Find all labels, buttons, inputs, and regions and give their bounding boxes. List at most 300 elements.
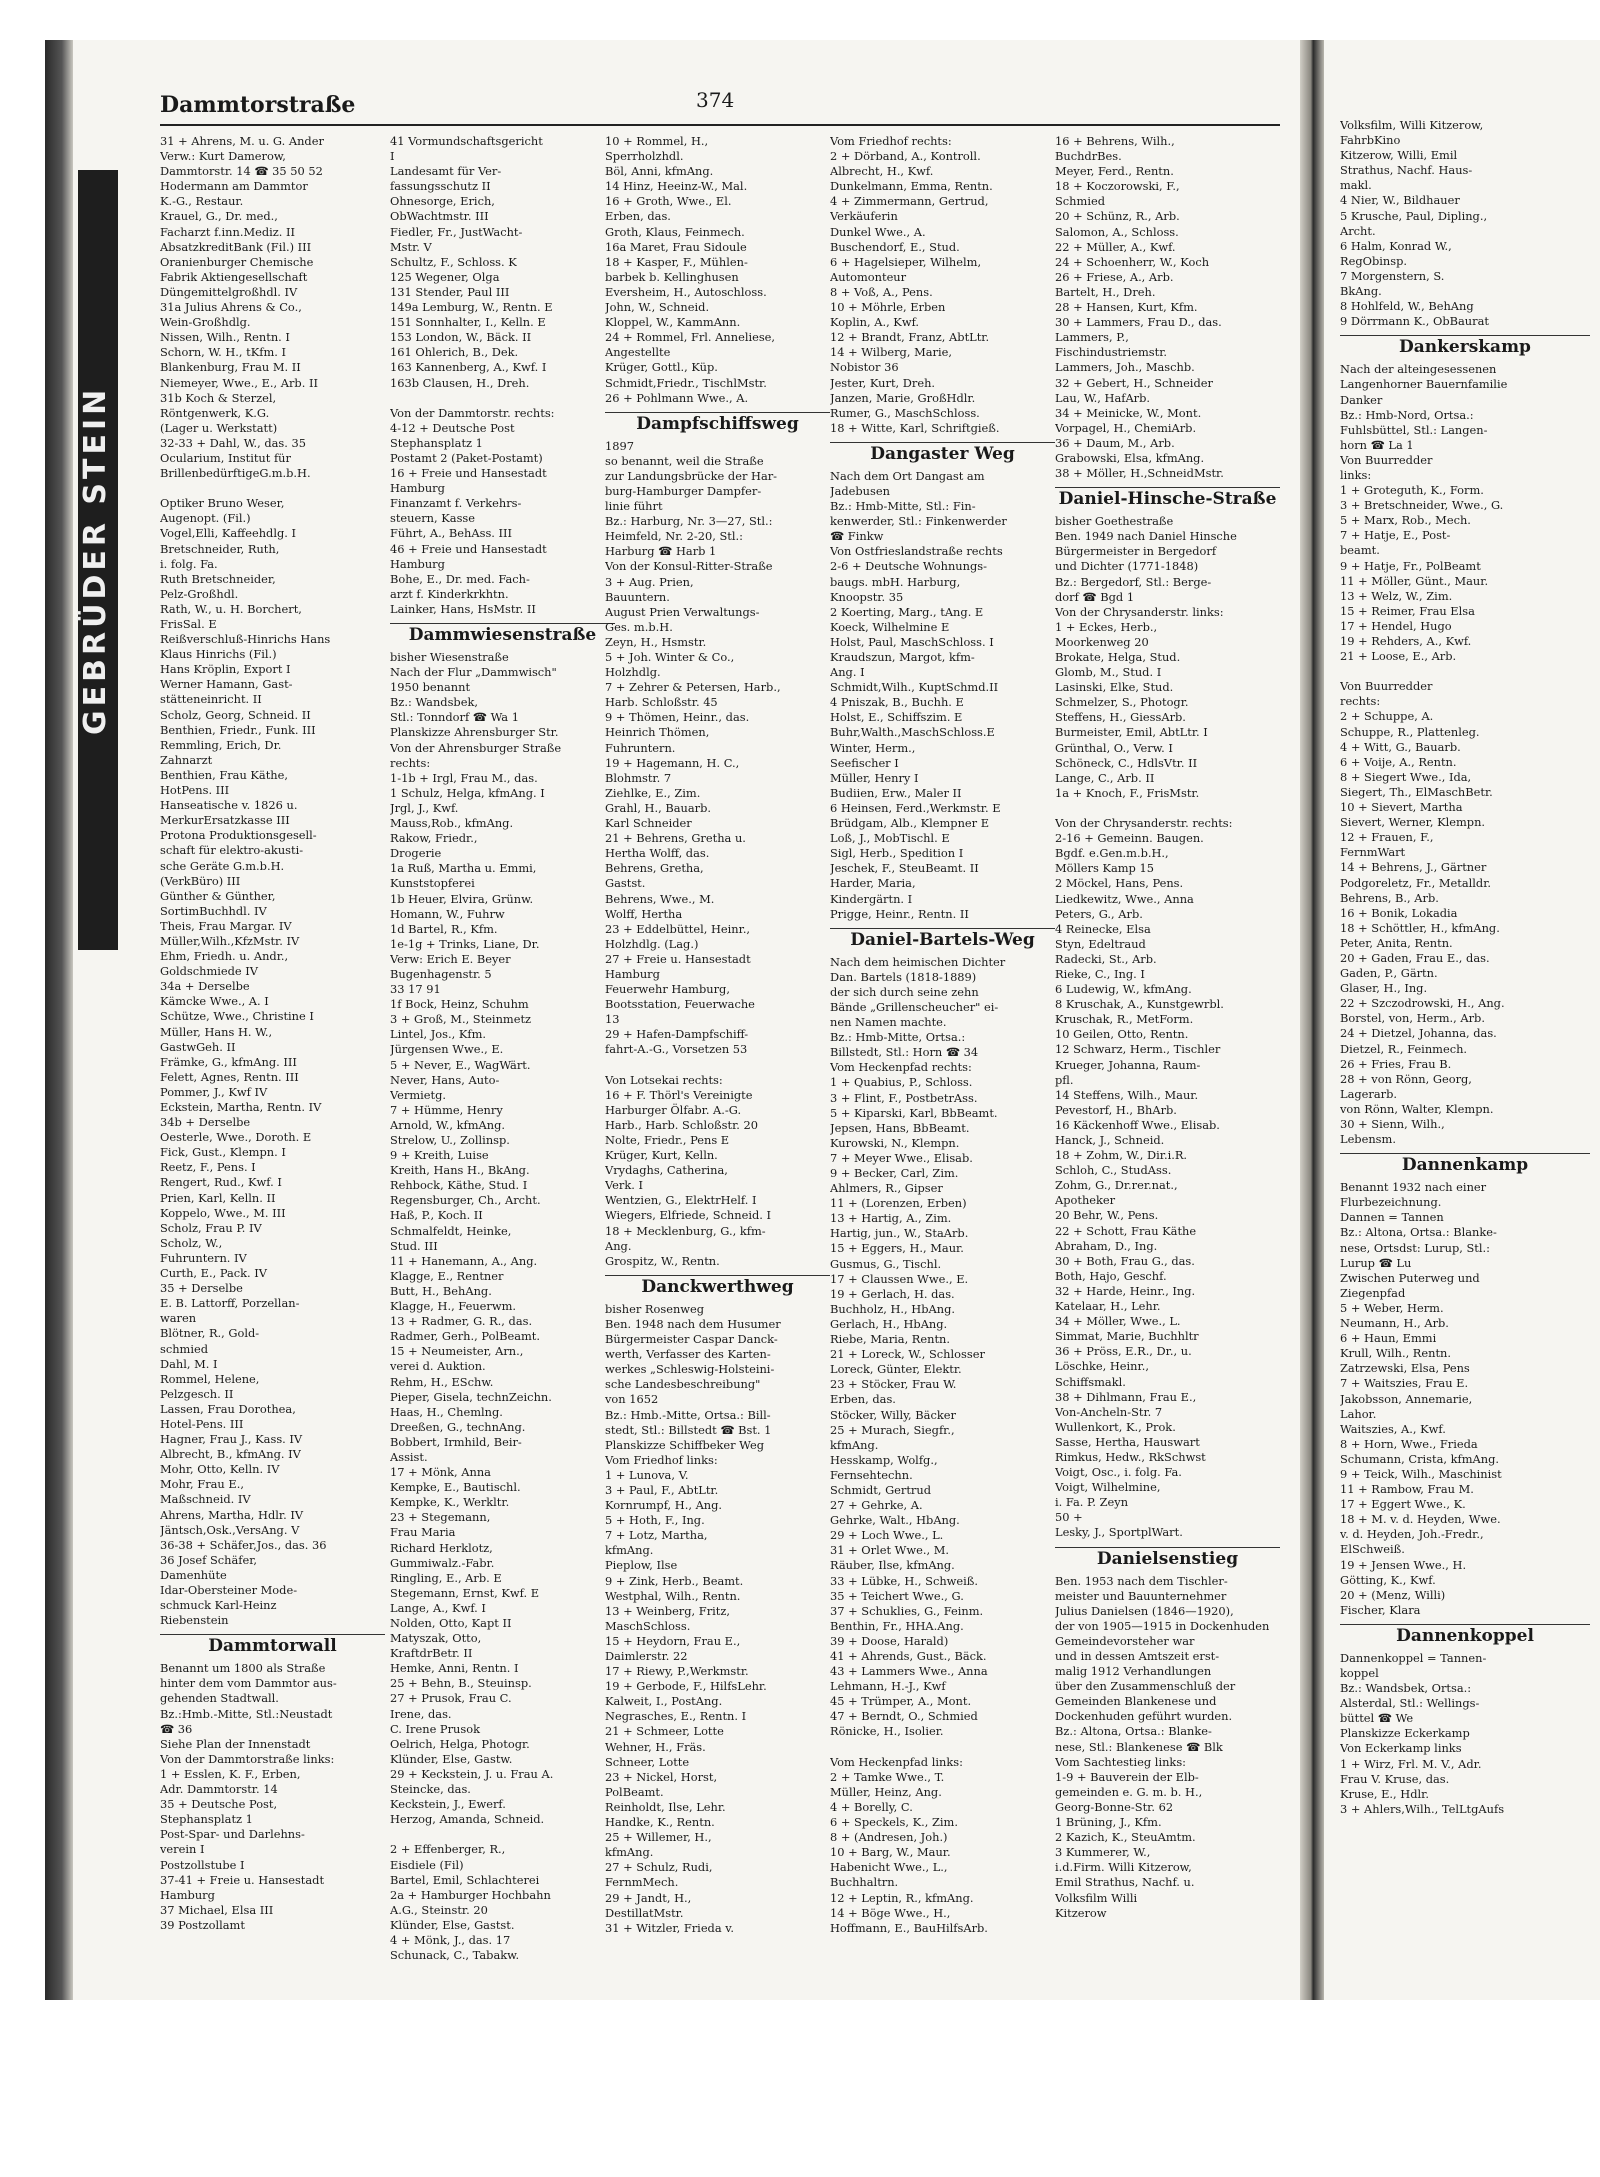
column-1 bbox=[160, 134, 385, 1933]
entry-line: Moorkenweg 20 bbox=[1055, 634, 1149, 649]
entry-line: Felett, Agnes, Rentn. III bbox=[160, 1069, 299, 1084]
entry-line: Klünder, Else, Gastw. bbox=[390, 1751, 513, 1766]
entry-line: Abraham, D., Ing. bbox=[1055, 1238, 1158, 1253]
entry-line: Mohr, Frau E., bbox=[160, 1477, 244, 1492]
entry-line: PolBeamt. bbox=[605, 1784, 664, 1799]
entry-line: Hesskamp, Wolfg., bbox=[830, 1452, 938, 1467]
entry-line: 23 + Stöcker, Frau W. bbox=[830, 1377, 957, 1392]
entry-line: Bz.: Hmb-Mitte, Ortsa.: bbox=[830, 1030, 966, 1045]
entry-line: Führt, A., BehAss. III bbox=[390, 526, 513, 541]
entry-line: 2 + Tamke Wwe., T. bbox=[830, 1769, 945, 1784]
entry-line: 22 + Müller, A., Kwf. bbox=[1055, 239, 1176, 254]
entry-line: 6 Ludewig, W., kfmAng. bbox=[1055, 982, 1192, 997]
entry-line: 13 + Weinberg, Fritz, bbox=[605, 1603, 730, 1618]
entry-line: Kalweit, I., PostAng. bbox=[605, 1694, 723, 1709]
street-heading: Dampfschiffsweg bbox=[605, 412, 830, 435]
entry-line: Bürgermeister in Bergedorf bbox=[1055, 544, 1217, 559]
entry-line: Von der Dammtorstr. rechts: bbox=[390, 405, 555, 420]
running-header-street: Dammtorstraße bbox=[160, 92, 356, 118]
entry-line: 8 + (Andresen, Joh.) bbox=[830, 1830, 948, 1845]
entry-line: schmuck Karl-Heinz bbox=[160, 1598, 277, 1613]
entry-line: 38 + Dihlmann, Frau E., bbox=[1055, 1389, 1197, 1404]
entry-line: Bootsstation, Feuerwache bbox=[605, 997, 755, 1012]
entry-line: Ang. I bbox=[830, 665, 865, 680]
entry-line: hinter dem vom Dammtor aus- bbox=[160, 1676, 337, 1691]
entry-line: Kämcke Wwe., A. I bbox=[160, 994, 269, 1009]
entry-line: Kitzerow bbox=[1055, 1905, 1107, 1920]
entry-line: Jadebusen bbox=[830, 483, 890, 498]
entry-line: sche Landesbeschreibung" bbox=[605, 1377, 761, 1392]
entry-line: 4 Pniszak, B., Buchh. E bbox=[830, 695, 964, 710]
entry-line: Ringling, E., Arb. E bbox=[390, 1570, 502, 1585]
page-gutter bbox=[1300, 40, 1324, 2000]
entry-line: Homann, W., Fuhrw bbox=[390, 906, 505, 921]
entry-line: Räuber, Ilse, kfmAng. bbox=[830, 1558, 955, 1573]
entry-line: Stegemann, Ernst, Kwf. E bbox=[390, 1585, 540, 1600]
entry-line: Butt, H., BehAng. bbox=[390, 1283, 492, 1298]
entry-line: Gemeindevorsteher war bbox=[1055, 1633, 1195, 1648]
entry-line: 31 + Witzler, Frieda v. bbox=[605, 1920, 734, 1935]
entry-line: 35 + Deutsche Post, bbox=[160, 1797, 278, 1812]
entry-line: 8 Kruschak, A., Kunstgewrbl. bbox=[1055, 997, 1224, 1012]
entry-line: Krüger, Kurt, Kelln. bbox=[605, 1148, 718, 1163]
entry-line: Grahl, H., Bauarb. bbox=[605, 800, 711, 815]
entry-line: 47 + Berndt, O., Schmied bbox=[830, 1709, 978, 1724]
entry-line: burg-Hamburger Dampfer- bbox=[605, 483, 762, 498]
entry-line: Buchhaltrn. bbox=[830, 1875, 899, 1890]
entry-line: Bz.:Hmb.-Mitte, Stl.:Neustadt bbox=[160, 1706, 333, 1721]
entry-line: gehenden Stadtwall. bbox=[160, 1691, 279, 1706]
entry-line: 31 + Ahrens, M. u. G. Ander bbox=[160, 134, 324, 148]
entry-line: 9 Dörrmann K., ObBaurat bbox=[1340, 314, 1489, 329]
entry-line: sche Geräte G.m.b.H. bbox=[160, 858, 285, 873]
entry-line: Rimkus, Hedw., RkSchwst bbox=[1055, 1449, 1206, 1464]
entry-line: Kunststopferei bbox=[390, 876, 475, 891]
entry-line: 9 + Teick, Wilh., Maschinist bbox=[1340, 1466, 1502, 1481]
entry-line: 22 + Szczodrowski, H., Ang. bbox=[1340, 996, 1505, 1011]
entry-line: i. folg. Fa. bbox=[160, 556, 218, 571]
entry-line: Sasse, Hertha, Hauswart bbox=[1055, 1434, 1200, 1449]
entry-line: SortimBuchhdl. IV bbox=[160, 903, 267, 918]
entry-line: 1d Bartel, R., Kfm. bbox=[390, 921, 498, 936]
entry-line: Schneer, Lotte bbox=[605, 1754, 690, 1769]
entry-line: Oranienburger Chemische bbox=[160, 254, 314, 269]
entry-line: C. Irene Prusok bbox=[390, 1721, 480, 1736]
entry-line: 7 + Hümme, Henry bbox=[390, 1102, 503, 1117]
entry-line: Facharzt f.inn.Mediz. II bbox=[160, 224, 296, 239]
entry-line: werkes „Schleswig-Holsteini- bbox=[605, 1362, 775, 1377]
entry-line: Keckstein, J., Ewerf. bbox=[390, 1797, 506, 1812]
entry-line: 18 + Kasper, F., Mühlen- bbox=[605, 254, 748, 269]
entry-line: 16a Maret, Frau Sidoule bbox=[605, 239, 747, 254]
entry-line: 14 Steffens, Wilh., Maur. bbox=[1055, 1087, 1199, 1102]
entry-line: Lammers, Joh., Maschb. bbox=[1055, 360, 1195, 375]
entry-line: Langenhorner Bauernfamilie bbox=[1340, 377, 1508, 392]
entry-line: Lahor. bbox=[1340, 1406, 1377, 1421]
entry-line: Benthin, Fr., HHA.Ang. bbox=[830, 1618, 964, 1633]
entry-line: 2-6 + Deutsche Wohnungs- bbox=[830, 559, 987, 574]
entry-line: (Lager u. Werkstatt) bbox=[160, 420, 278, 435]
entry-line: Damenhüte bbox=[160, 1567, 227, 1582]
entry-line: Dockenhuden geführt wurden. bbox=[1055, 1709, 1233, 1724]
entry-line: 27 + Schulz, Rudi, bbox=[605, 1860, 713, 1875]
entry-line: HotPens. III bbox=[160, 783, 230, 798]
entry-line: Neumann, H., Arb. bbox=[1340, 1316, 1449, 1331]
entry-line: 29 + Loch Wwe., L. bbox=[830, 1528, 944, 1543]
entry-line: Möllers Kamp 15 bbox=[1055, 861, 1154, 876]
entry-line: Brüdgam, Alb., Klempner E bbox=[830, 816, 990, 831]
entry-line: 20 + Schünz, R., Arb. bbox=[1055, 209, 1180, 224]
entry-line: 3 + Ahlers,Wilh., TelLtgAufs bbox=[1340, 1801, 1505, 1816]
entry-line: Feuerwehr Hamburg, bbox=[605, 982, 730, 997]
entry-line: Ahrens, Martha, Hdlr. IV bbox=[160, 1507, 304, 1522]
entry-line: Nach der alteingesessenen bbox=[1340, 362, 1497, 377]
entry-line: der von 1905—1915 in Dockenhuden bbox=[1055, 1618, 1270, 1633]
entry-line: Oesterle, Wwe., Doroth. E bbox=[160, 1130, 312, 1145]
entry-line: Bartelt, H., Dreh. bbox=[1055, 284, 1156, 299]
entry-line: Von der Chrysanderstr. links: bbox=[1055, 604, 1224, 619]
entry-line: Nobistor 36 bbox=[830, 360, 899, 375]
entry-line: 10 + Rommel, H., bbox=[605, 134, 709, 148]
entry-line: Müller, Hans H. W., bbox=[160, 1024, 273, 1039]
entry-line: 31b Koch & Sterzel, bbox=[160, 390, 277, 405]
entry-line: linie führt bbox=[605, 499, 663, 514]
entry-line: Postzollstube I bbox=[160, 1857, 245, 1872]
entry-line: Fuhruntern. bbox=[605, 740, 676, 755]
entry-line: 37 + Schuklies, G., Feinm. bbox=[830, 1603, 984, 1618]
entry-line: 17 + Claussen Wwe., E. bbox=[830, 1271, 969, 1286]
entry-line: 34 + Möller, Wwe., L. bbox=[1055, 1314, 1181, 1329]
entry-line: Schunack, C., Tabakw. bbox=[390, 1948, 520, 1963]
entry-line: MerkurErsatzkasse III bbox=[160, 813, 290, 828]
entry-line: 10 Geilen, Otto, Rentn. bbox=[1055, 1027, 1189, 1042]
entry-line: 13 + Hartig, A., Zim. bbox=[830, 1211, 952, 1226]
entry-line: Hertha Wolff, das. bbox=[605, 846, 710, 861]
side-banner: GEBRÜDER STEIN bbox=[78, 170, 118, 950]
entry-line: 18 + Zohm, W., Dir.i.R. bbox=[1055, 1148, 1188, 1163]
entry-line: DestillatMstr. bbox=[605, 1905, 684, 1920]
entry-line: malig 1912 Verhandlungen bbox=[1055, 1664, 1212, 1679]
entry-line: Ziehlke, E., Zim. bbox=[605, 785, 701, 800]
entry-line: Buchholz, H., HbAng. bbox=[830, 1301, 955, 1316]
entry-line: 25 + Behn, B., Steuinsp. bbox=[390, 1676, 532, 1691]
entry-line: Schuppe, R., Plattenleg. bbox=[1340, 724, 1480, 739]
entry-line: Vom Heckenpfad rechts: bbox=[830, 1060, 972, 1075]
entry-line: FrisSal. E bbox=[160, 617, 217, 631]
entry-line: Zatrzewski, Elsa, Pens bbox=[1340, 1361, 1470, 1376]
entry-line: Fischindustriemstr. bbox=[1055, 345, 1168, 360]
entry-line: 7 Morgenstern, S. bbox=[1340, 268, 1445, 283]
entry-line: koppel bbox=[1340, 1666, 1379, 1680]
entry-line: Krueger, Johanna, Raum- bbox=[1055, 1057, 1201, 1072]
entry-line: Vogel,Elli, Kaffeehdlg. I bbox=[160, 526, 296, 541]
entry-line: Groth, Klaus, Feinmech. bbox=[605, 224, 745, 239]
entry-line: Von der Konsul-Ritter-Straße bbox=[605, 559, 773, 574]
entry-line: Jäntsch,Osk.,VersAng. V bbox=[160, 1522, 300, 1537]
entry-line: GastwGeh. II bbox=[160, 1039, 236, 1054]
entry-line: 125 Wegener, Olga bbox=[390, 269, 500, 284]
entry-line: 30 + Sienn, Wilh., bbox=[1340, 1117, 1445, 1131]
entry-line: 6 Halm, Konrad W., bbox=[1340, 238, 1452, 253]
entry-line: Koeck, Wilhelmine E bbox=[830, 619, 950, 634]
street-heading: Dankerskamp bbox=[1340, 335, 1590, 358]
entry-line: Fiedler, Fr., JustWacht- bbox=[390, 224, 523, 239]
entry-line: Nolden, Otto, Kapt II bbox=[390, 1616, 512, 1630]
entry-line: 26 + Friese, A., Arb. bbox=[1055, 269, 1174, 284]
entry-line: 16 + Bonik, Lokadia bbox=[1340, 905, 1458, 920]
entry-line: 3 Kummerer, W., bbox=[1055, 1845, 1151, 1860]
entry-line: 161 Ohlerich, B., Dek. bbox=[390, 345, 519, 360]
entry-line: Augenopt. (Fil.) bbox=[160, 511, 251, 526]
entry-line: 1 + Quabius, P., Schloss. bbox=[830, 1075, 973, 1090]
entry-line: Bartel, Emil, Schlachterei bbox=[390, 1872, 540, 1887]
entry-line: Dahl, M. I bbox=[160, 1356, 218, 1371]
entry-line: Haß, P., Koch. II bbox=[390, 1208, 483, 1223]
entry-line: Lebensm. bbox=[1340, 1132, 1396, 1147]
entry-line bbox=[390, 391, 615, 406]
entry-line: 9 + Hatje, Fr., PolBeamt bbox=[1340, 558, 1481, 573]
entry-line: Planskizze Eckerkamp bbox=[1340, 1726, 1470, 1741]
entry-line: kenwerder, Stl.: Finkenwerder bbox=[830, 514, 1007, 529]
entry-line: Ohnesorge, Erich, bbox=[390, 194, 495, 209]
entry-line: 7 + Waitszies, Frau E. bbox=[1340, 1376, 1469, 1391]
entry-line: 39 Postzollamt bbox=[160, 1917, 245, 1932]
entry-line: 5 + Hoth, F., Ing. bbox=[605, 1513, 705, 1528]
entry-line: Richard Herklotz, bbox=[390, 1540, 493, 1555]
entry-line: Dunkel Wwe., A. bbox=[830, 224, 926, 239]
entry-line: Remmling, Erich, Dr. bbox=[160, 737, 282, 752]
entry-line: ☎ Finkw bbox=[830, 529, 884, 544]
entry-line: Haas, H., Chemlng. bbox=[390, 1404, 503, 1419]
entry-line: 18 + Koczorowski, F., bbox=[1055, 179, 1180, 194]
entry-line: Ocularium, Institut für bbox=[160, 450, 291, 465]
entry-line: Schmidt,Wilh., KuptSchmd.II bbox=[830, 680, 999, 695]
entry-line: Adr. Dammtorstr. 14 bbox=[160, 1782, 278, 1797]
entry-line: Hartig, jun., W., StaArb. bbox=[830, 1226, 969, 1241]
entry-line: Blohmstr. 7 bbox=[605, 770, 672, 785]
entry-line: Archt. bbox=[1340, 223, 1376, 238]
entry-line: meister und Bauunternehmer bbox=[1055, 1588, 1227, 1603]
column-6 bbox=[1340, 118, 1590, 1817]
entry-line: 8 + Voß, A., Pens. bbox=[830, 284, 933, 299]
entry-line: Kitzerow, Willi, Emil bbox=[1340, 148, 1458, 163]
entry-line: Lainker, Hans, HsMstr. II bbox=[390, 601, 536, 616]
entry-line: Reetz, F., Pens. I bbox=[160, 1160, 256, 1175]
entry-line: Strelow, U., Zollinsp. bbox=[390, 1133, 510, 1147]
entry-line: kfmAng. bbox=[605, 1543, 654, 1558]
entry-line: Irene, das. bbox=[390, 1706, 452, 1721]
entry-line: 9 + Becker, Carl, Zim. bbox=[830, 1166, 959, 1180]
entry-line: Hamburg bbox=[605, 966, 660, 981]
entry-line: Lehmann, H.-J., Kwf bbox=[830, 1679, 946, 1694]
entry-line: Steincke, das. bbox=[390, 1782, 471, 1797]
entry-line: 34 + Meinicke, W., Mont. bbox=[1055, 405, 1202, 420]
entry-line: Waitszies, A., Kwf. bbox=[1340, 1421, 1446, 1436]
entry-line: Oelrich, Helga, Photogr. bbox=[390, 1736, 530, 1751]
entry-line: Herzog, Amanda, Schneid. bbox=[390, 1812, 545, 1827]
entry-line: Prien, Karl, Kelln. II bbox=[160, 1190, 276, 1205]
entry-line: Bohe, E., Dr. med. Fach- bbox=[390, 571, 530, 586]
entry-line: Nissen, Wilh., Rentn. I bbox=[160, 330, 290, 345]
entry-line: Erben, das. bbox=[830, 1392, 896, 1407]
entry-line: Maßschneid. IV bbox=[160, 1492, 251, 1507]
entry-line: Radecki, St., Arb. bbox=[1055, 951, 1157, 966]
entry-line: Kruse, E., Hdlr. bbox=[1340, 1786, 1429, 1801]
entry-line: zur Landungsbrücke der Har- bbox=[605, 468, 778, 483]
entry-line: Loß, J., MobTischl. E bbox=[830, 831, 950, 846]
entry-line: Bz.: Hmb-Mitte, Stl.: Fin- bbox=[830, 499, 976, 514]
entry-line: Ben. 1953 nach dem Tischler- bbox=[1055, 1573, 1228, 1588]
entry-line: Meyer, Ferd., Rentn. bbox=[1055, 164, 1174, 179]
entry-line: 10 + Barg, W., Maur. bbox=[830, 1845, 951, 1860]
entry-line bbox=[830, 1740, 1055, 1755]
entry-line: 35 + Teichert Wwe., G. bbox=[830, 1588, 964, 1603]
column-4 bbox=[830, 134, 1055, 1936]
entry-line: 5 + Never, E., WagWärt. bbox=[390, 1057, 531, 1072]
entry-line: Frau V. Kruse, das. bbox=[1340, 1771, 1450, 1786]
entry-line: Jrgl, J., Kwf. bbox=[390, 800, 459, 815]
entry-line: Bz.: Harburg, Nr. 3—27, Stl.: bbox=[605, 514, 773, 529]
entry-line: Westphal, Wilh., Rentn. bbox=[605, 1588, 741, 1603]
entry-line: 33 17 91 bbox=[390, 982, 441, 997]
entry-line: Buschendorf, E., Stud. bbox=[830, 239, 960, 254]
entry-line: Verk. I bbox=[605, 1178, 644, 1193]
entry-line: Hemke, Anni, Rentn. I bbox=[390, 1661, 519, 1676]
entry-line: Bgdf. e.Gen.m.b.H., bbox=[1055, 846, 1169, 861]
street-heading: Dannenkoppel bbox=[1340, 1624, 1590, 1647]
entry-line: Benthien, Frau Käthe, bbox=[160, 767, 288, 782]
entry-line: i.d.Firm. Willi Kitzerow, bbox=[1055, 1860, 1192, 1875]
entry-line: barbek b. Kellinghusen bbox=[605, 269, 739, 284]
entry-line: 1 + Lunova, V. bbox=[605, 1467, 689, 1482]
entry-line: Sperrholzhdl. bbox=[605, 149, 684, 164]
entry-line: Knoopstr. 35 bbox=[830, 589, 904, 604]
entry-line: Böl, Anni, kfmAng. bbox=[605, 164, 714, 179]
entry-line: Eversheim, H., Autoschloss. bbox=[605, 284, 767, 299]
entry-line: 5 Krusche, Paul, Dipling., bbox=[1340, 208, 1488, 223]
street-heading: Daniel-Hinsche-Straße bbox=[1055, 487, 1280, 510]
entry-line: Koppelo, Wwe., M. III bbox=[160, 1205, 286, 1220]
entry-line: 36-38 + Schäfer,Jos., das. 36 bbox=[160, 1537, 327, 1552]
entry-line: 25 + Murach, Siegfr., bbox=[830, 1422, 955, 1437]
book-spine bbox=[45, 40, 73, 2000]
entry-line: 18 + Mecklenburg, G., kfm- bbox=[605, 1223, 766, 1238]
entry-line: Röntgenwerk, K.G. bbox=[160, 405, 270, 420]
street-heading: Dangaster Weg bbox=[830, 442, 1055, 465]
entry-line: Nolte, Friedr., Pens E bbox=[605, 1133, 730, 1147]
entry-line: 35 + Derselbe bbox=[160, 1281, 243, 1296]
entry-line: bisher Goethestraße bbox=[1055, 514, 1174, 529]
entry-line: FernmMech. bbox=[605, 1875, 679, 1890]
entry-line: Benannt um 1800 als Straße bbox=[160, 1661, 326, 1676]
entry-line: steuern, Kasse bbox=[390, 511, 475, 526]
entry-line: Finanzamt f. Verkehrs- bbox=[390, 496, 522, 511]
entry-line: Handke, K., Rentn. bbox=[605, 1815, 715, 1830]
entry-line: Brokate, Helga, Stud. bbox=[1055, 650, 1181, 664]
entry-line: 43 + Lammers Wwe., Anna bbox=[830, 1664, 988, 1679]
entry-line: 21 + Loreck, W., Schlosser bbox=[830, 1347, 985, 1362]
entry-line: Ben. 1949 nach Daniel Hinsche bbox=[1055, 529, 1237, 544]
entry-line: Verw.: Kurt Damerow, bbox=[160, 149, 286, 164]
entry-line: Bz.: Hmb.-Mitte, Ortsa.: Bill- bbox=[605, 1407, 771, 1422]
entry-line: Planskizze Schiffbeker Weg bbox=[605, 1437, 764, 1452]
entry-line: 6 + Voije, A., Rentn. bbox=[1340, 754, 1457, 769]
entry-line: Stephansplatz 1 bbox=[390, 435, 483, 450]
entry-line: Lassen, Frau Dorothea, bbox=[160, 1401, 296, 1416]
entry-line: Both, Hajo, Geschf. bbox=[1055, 1268, 1167, 1283]
entry-line: Von-Ancheln-Str. 7 bbox=[1055, 1404, 1163, 1419]
entry-line: Volksfilm Willi bbox=[1055, 1890, 1138, 1905]
entry-line: 31a Julius Ahrens & Co., bbox=[160, 300, 302, 315]
entry-line: Gerlach, H., HbAng. bbox=[830, 1316, 948, 1331]
entry-line: Fuhruntern. IV bbox=[160, 1250, 247, 1265]
entry-line: 50 + bbox=[1055, 1510, 1083, 1525]
street-heading: Dammtorwall bbox=[160, 1634, 385, 1657]
entry-line: Bz.: Altona, Ortsa.: Blanke- bbox=[1055, 1724, 1212, 1739]
entry-line: 28 + Hansen, Kurt, Kfm. bbox=[1055, 300, 1198, 315]
entry-line: 11 + Möller, Günt., Maur. bbox=[1340, 573, 1489, 588]
entry-line: stedt, Stl.: Billstedt ☎ Bst. 1 bbox=[605, 1422, 772, 1437]
entry-line: 16 + Freie und Hansestadt bbox=[390, 466, 547, 481]
entry-line: Hoffmann, E., BauHilfsArb. bbox=[830, 1920, 988, 1935]
entry-line: 2 + Schuppe, A. bbox=[1340, 709, 1434, 724]
entry-line: Buhr,Walth.,MaschSchloss.E bbox=[830, 725, 995, 740]
entry-line: Kreith, Hans H., BkAng. bbox=[390, 1163, 530, 1178]
entry-line: Von der Dammtorstraße links: bbox=[160, 1751, 335, 1766]
entry-line: Goldschmiede IV bbox=[160, 964, 259, 979]
entry-line: 29 + Jandt, H., bbox=[605, 1890, 692, 1905]
entry-line: Dunkelmann, Emma, Rentn. bbox=[830, 179, 993, 194]
column-3 bbox=[605, 134, 830, 1936]
entry-line: i. Fa. P. Zeyn bbox=[1055, 1495, 1129, 1510]
entry-line: Koplin, A., Kwf. bbox=[830, 315, 919, 330]
entry-line: Rehm, H., ESchw. bbox=[390, 1374, 494, 1389]
entry-line: 1e-1g + Trinks, Liane, Dr. bbox=[390, 936, 540, 951]
entry-line: Von Buurredder bbox=[1340, 679, 1433, 694]
entry-line: Krüger, Gottl., Küp. bbox=[605, 360, 718, 375]
entry-line: 15 + Reimer, Frau Elsa bbox=[1340, 603, 1475, 618]
entry-line: BkAng. bbox=[1340, 284, 1382, 299]
entry-line: 36 + Pröss, E.R., Dr., u. bbox=[1055, 1344, 1192, 1359]
entry-line: Klagge, H., Feuerwm. bbox=[390, 1299, 517, 1314]
entry-line: Arnold, W., kfmAng. bbox=[390, 1117, 506, 1132]
entry-line: Kornrumpf, H., Ang. bbox=[605, 1498, 723, 1513]
entry-line: Bauuntern. bbox=[605, 589, 670, 604]
entry-line: Bz.: Wandsbek, Ortsa.: bbox=[1340, 1681, 1472, 1696]
entry-line: 1f Bock, Heinz, Schuhm bbox=[390, 997, 529, 1012]
entry-line: 32 + Gebert, H., Schneider bbox=[1055, 375, 1213, 390]
entry-line: 10 + Sievert, Martha bbox=[1340, 800, 1463, 815]
entry-line: Löschke, Heinr., bbox=[1055, 1359, 1149, 1374]
entry-line: 4 Nier, W., Bildhauer bbox=[1340, 193, 1460, 208]
entry-line: 46 + Freie und Hansestadt bbox=[390, 541, 547, 556]
entry-line: Zahnarzt bbox=[160, 752, 213, 767]
entry-line: Werner Hamann, Gast- bbox=[160, 677, 293, 692]
entry-line: dorf ☎ Bgd 1 bbox=[1055, 589, 1135, 604]
entry-line: Stud. III bbox=[390, 1238, 438, 1253]
entry-line: Blötner, R., Gold- bbox=[160, 1326, 260, 1341]
entry-line: 11 + Rambow, Frau M. bbox=[1340, 1482, 1474, 1497]
entry-line: rechts: bbox=[1340, 694, 1381, 709]
entry-line: Janzen, Marie, GroßHdlr. bbox=[830, 390, 976, 405]
entry-line: 1-9 + Bauverein der Elb- bbox=[1055, 1769, 1199, 1784]
entry-line: 16 + F. Thörl's Vereinigte bbox=[605, 1087, 753, 1102]
entry-line: Steffens, H., GiessArb. bbox=[1055, 710, 1186, 725]
entry-line: rechts: bbox=[390, 755, 431, 770]
entry-line: 12 Schwarz, Herm., Tischler bbox=[1055, 1042, 1221, 1057]
entry-line bbox=[605, 1058, 830, 1073]
entry-line: 3 + Groß, M., Steinmetz bbox=[390, 1012, 532, 1027]
